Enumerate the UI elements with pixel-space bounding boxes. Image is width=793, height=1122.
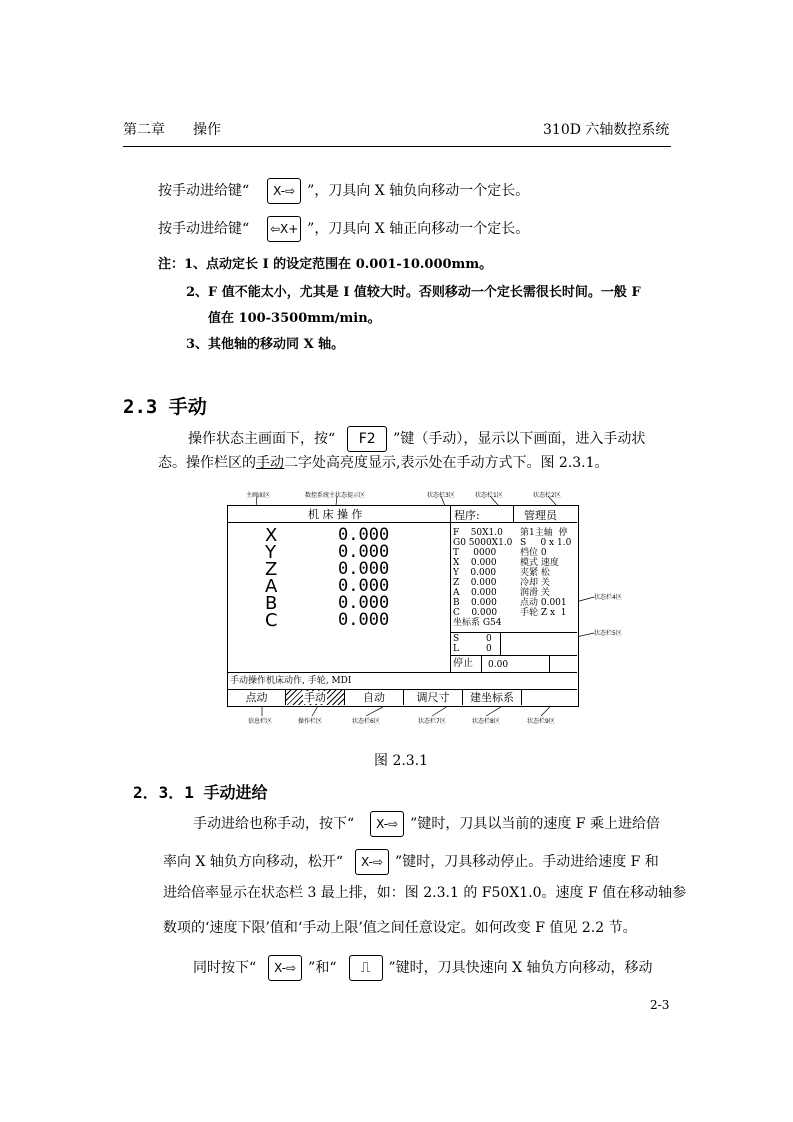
btn-auto[interactable]: 自动 <box>363 691 385 704</box>
system-header: 310D 六轴数控系统 <box>543 122 670 138</box>
status-left-row: B 0.000 <box>453 598 497 608</box>
intro-l2-a: 态。操作栏区的 <box>158 455 256 471</box>
status-left-row: C 0.000 <box>453 608 498 618</box>
chapter-header: 第二章 操作 <box>123 122 221 138</box>
status-right-row: 冷却 关 <box>520 578 550 588</box>
callout-status-hint: 数控系统主状态提示区 <box>305 492 366 499</box>
axis-label: Y <box>265 542 276 563</box>
status-left-row: T 0000 <box>453 548 497 558</box>
operation-bar <box>228 690 577 705</box>
body-line-1 <box>193 811 660 837</box>
btn-build-coords[interactable]: 建坐标系 <box>470 691 514 704</box>
axis-label: X <box>265 525 278 546</box>
s-label: S <box>453 634 460 644</box>
status-left-row: Y 0.000 <box>453 568 497 578</box>
callout-s8: 状态栏8区 <box>472 718 500 725</box>
axis-label: A <box>265 576 278 597</box>
body-p5-post: ”键时，刀具快速向 X 轴负方向移动，移动 <box>388 960 653 976</box>
status-left-row: Z 0.000 <box>453 578 497 588</box>
s-value: 0 <box>486 634 492 644</box>
body-p2-pre: 率向 X 轴负方向移动，松开“ <box>163 854 344 870</box>
body-p1-post: ”键时，刀具以当前的速度 F 乘上进给倍 <box>410 816 660 832</box>
info-line: 手动操作机床动作, 手轮, MDI <box>230 676 352 686</box>
axis-value: 0.000 <box>338 559 390 579</box>
status-right-row: S 0 x 1.0 <box>520 538 572 548</box>
callout-s9: 状态栏9区 <box>527 718 555 725</box>
cnc-screen <box>227 505 579 707</box>
status-left-row: X 0.000 <box>453 558 497 568</box>
callout-s6: 状态栏6区 <box>352 718 380 725</box>
body-p2-post: ”键时，刀具移动停止。手动进给速度 F 和 <box>395 854 659 870</box>
x-minus-key: X-⇨ <box>267 178 301 204</box>
note-1: 注：1、点动定长 I 的设定范围在 0.001-10.000mm。 <box>158 257 493 272</box>
status-right-row: 手轮 Z x 1 <box>520 608 567 618</box>
body-p5-mid: ”和“ <box>308 960 337 976</box>
status-left-row: A 0.000 <box>453 588 497 598</box>
callout-s4: 状态栏4区 <box>594 594 622 601</box>
note-2: 2、F 值不能太小，尤其是 I 值较大时。否则移动一个定长需很长时间。一般 F <box>186 285 641 300</box>
x-minus-key-3: X-⇨ <box>355 849 389 875</box>
para1-pre: 按手动进给键“ <box>158 183 250 199</box>
subsection-heading: 2．3．1 手动进给 <box>133 783 268 802</box>
axis-label: B <box>265 593 278 614</box>
callout-s1: 状态栏1区 <box>475 492 503 499</box>
status-right-row: 第1主轴 停 <box>520 528 568 538</box>
axis-value: 0.000 <box>338 593 390 613</box>
note-2-cont: 值在 100-3500mm/min。 <box>208 311 381 326</box>
axis-value: 0.000 <box>338 542 390 562</box>
axis-label: C <box>265 610 278 631</box>
body-line-5 <box>193 955 653 981</box>
x-minus-key-2: X-⇨ <box>370 811 404 837</box>
body-line-2 <box>163 849 659 875</box>
l-value: 0 <box>486 644 492 654</box>
status-left-row: G0 5000X1.0 <box>453 538 513 548</box>
x-minus-key-4: X-⇨ <box>268 955 302 981</box>
axis-value: 0.000 <box>338 576 390 596</box>
page-number: 2-3 <box>650 998 670 1012</box>
status-left-row: F 50X1.0 <box>453 528 503 538</box>
note-3: 3、其他轴的移动同 X 轴。 <box>186 337 345 352</box>
callout-s3: 状态栏3区 <box>427 492 455 499</box>
callout-s5: 状态栏5区 <box>594 630 622 637</box>
callout-info: 信息栏区 <box>248 718 273 725</box>
para2-post: ”，刀具向 X 轴正向移动一个定长。 <box>307 221 530 237</box>
figure-caption: 图 2.3.1 <box>374 753 429 769</box>
callout-s2: 状态栏2区 <box>533 492 561 499</box>
program-label: 程序: <box>454 509 480 522</box>
l-label: L <box>453 644 459 654</box>
body-line-4: 数项的‘速度下限’值和‘手动上限’值之间任意设定。如何改变 F 值见 2.2 节。 <box>163 920 637 936</box>
intro-pre: 操作状态主画面下，按“ <box>188 431 336 447</box>
btn-manual-label: 手动 <box>304 691 326 704</box>
user-label: 管理员 <box>524 509 557 522</box>
status-right-row: 档位 0 <box>520 548 547 558</box>
callout-s7: 状态栏7区 <box>418 718 446 725</box>
f2-key: F2 <box>347 426 387 452</box>
body-line-3: 进给倍率显示在状态栏 3 最上排，如：图 2.3.1 的 F50X1.0。速度 F 值在移动轴参 <box>163 885 687 901</box>
intro-l2-b: 二字处高亮度显示,表示处在手动方式下。图 2.3.1。 <box>284 455 609 471</box>
coord-system: 坐标系 G54 <box>453 618 502 628</box>
intro-l2-manual: 手动 <box>256 455 284 471</box>
btn-adjust-size[interactable]: 调尺寸 <box>416 691 450 704</box>
status-right-row: 点动 0.001 <box>520 598 567 608</box>
status-right-row: 模式 速度 <box>520 558 559 568</box>
x-plus-key: ⇦X+ <box>267 216 301 242</box>
axis-value: 0.000 <box>338 525 390 545</box>
para2-pre: 按手动进给键“ <box>158 221 250 237</box>
btn-manual[interactable] <box>286 690 344 705</box>
screen-title: 机 床 操 作 <box>308 508 363 521</box>
stop-label: 停止 <box>453 658 473 669</box>
para1-post: ”，刀具向 X 轴负向移动一个定长。 <box>307 183 530 199</box>
callout-main: 主画面区 <box>246 492 271 499</box>
rapid-key: ⎍ <box>349 955 383 981</box>
body-p5-pre: 同时按下“ <box>193 960 257 976</box>
body-p1-pre: 手动进给也称手动，按下“ <box>193 816 355 832</box>
status-right-row: 夹紧 松 <box>520 568 550 578</box>
intro-post: ”键（手动），显示以下画面，进入手动状 <box>393 431 646 447</box>
btn-jog[interactable]: 点动 <box>245 691 268 704</box>
callout-op: 操作栏区 <box>298 718 323 725</box>
section-heading: 2.3 手动 <box>123 396 207 418</box>
axis-label: Z <box>265 559 278 580</box>
stop-value: 0.00 <box>488 660 509 670</box>
status-right-row: 润滑 关 <box>520 588 550 598</box>
axis-value: 0.000 <box>338 610 390 630</box>
